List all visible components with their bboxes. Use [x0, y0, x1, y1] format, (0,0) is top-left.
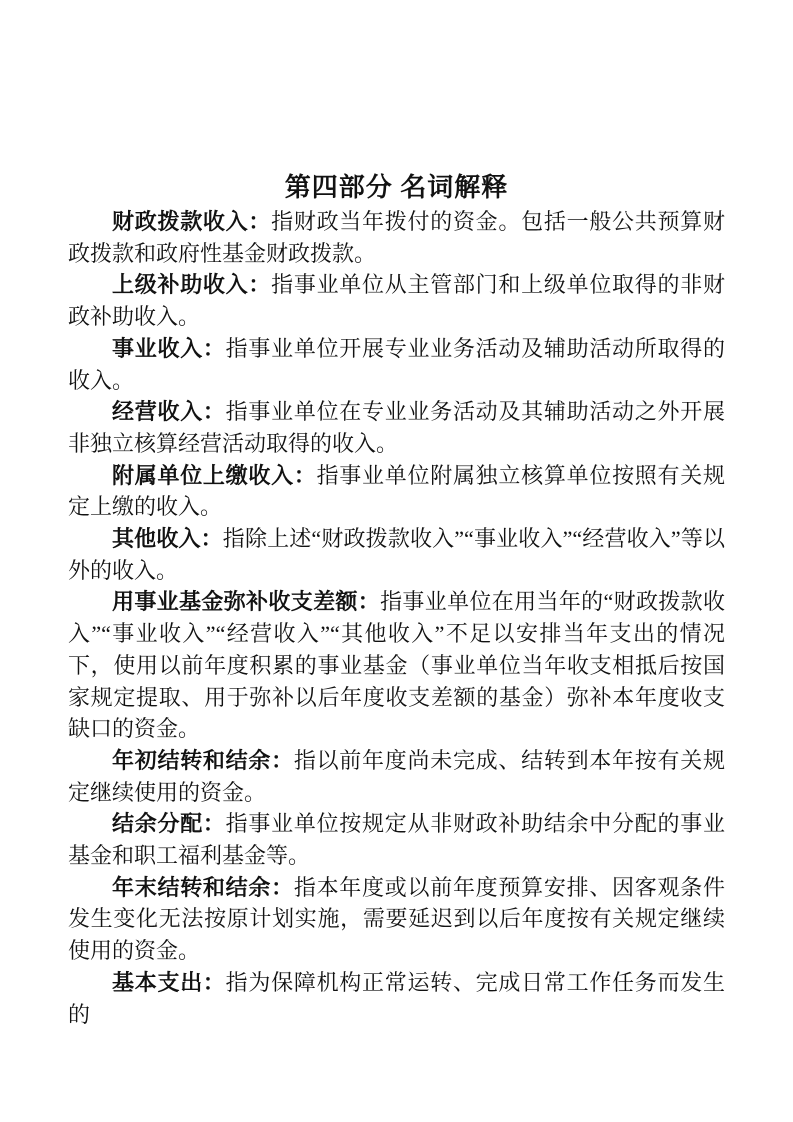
- definition-paragraph: [68, 523, 725, 586]
- term-definition: 指以前年度尚未完成、结转到本年按有关规定继续使用的资金。: [68, 747, 725, 805]
- term-definition: 指事业单位开展专业业务活动及辅助活动所取得的收入。: [68, 335, 725, 393]
- term-label: 其他收入：: [112, 526, 223, 552]
- definition-paragraph: [68, 808, 725, 871]
- page-title: 第四部分 名词解释: [284, 173, 509, 202]
- definition-paragraph: [68, 586, 725, 745]
- term-label: 附属单位上缴收入：: [112, 462, 317, 488]
- term-definition: 指事业单位在专业业务活动及其辅助活动之外开展非独立核算经营活动取得的收入。: [68, 399, 725, 456]
- term-label: 年初结转和结余：: [112, 747, 294, 773]
- term-label: 财政拨款收入：: [112, 209, 272, 234]
- definition-paragraph: [68, 872, 725, 967]
- term-definition: 指事业单位从主管部门和上级单位取得的非财政补助收入。: [68, 272, 725, 330]
- definition-paragraph: [68, 396, 725, 459]
- term-label: 年末结转和结余：: [112, 874, 294, 900]
- term-definition: 指除上述“财政拨款收入”“事业收入”“经营收入”等以外的收入。: [68, 526, 725, 583]
- definition-paragraph: [68, 206, 725, 269]
- term-label: 基本支出：: [112, 969, 226, 995]
- term-label: 事业收入：: [112, 335, 226, 361]
- term-definition: 指为保障机构正常运转、完成日常工作任务而发生的: [68, 969, 725, 1027]
- definitions-list: [68, 206, 725, 1030]
- term-label: 结余分配：: [112, 811, 226, 837]
- definition-paragraph: [68, 967, 725, 1030]
- term-definition: 指本年度或以前年度预算安排、因客观条件发生变化无法按原计划实施，需要延迟到以后年度按有关规定继续使用的资金。: [68, 874, 725, 964]
- definition-paragraph: [68, 460, 725, 523]
- term-definition: 指财政当年拨付的资金。包括一般公共预算财政拨款和政府性基金财政拨款。: [68, 209, 725, 266]
- definition-paragraph: [68, 333, 725, 396]
- term-definition: 指事业单位附属独立核算单位按照有关规定上缴的收入。: [68, 462, 725, 520]
- term-definition: 指事业单位在用当年的“财政拨款收入”“事业收入”“经营收入”“其他收入”不足以安排当年支出的情况下，使用以前年度积累的事业基金（事业单位当年收支相抵后按国家规定提取、用于弥补以后年度收支差额的基金）弥补本年度收支缺口的资金。: [68, 589, 725, 742]
- definition-paragraph: [68, 745, 725, 808]
- term-label: 用事业基金弥补收支差额：: [112, 589, 381, 615]
- term-label: 经营收入：: [112, 399, 226, 425]
- term-label: 上级补助收入：: [112, 272, 272, 298]
- definition-paragraph: [68, 269, 725, 332]
- term-definition: 指事业单位按规定从非财政补助结余中分配的事业基金和职工福利基金等。: [68, 811, 725, 869]
